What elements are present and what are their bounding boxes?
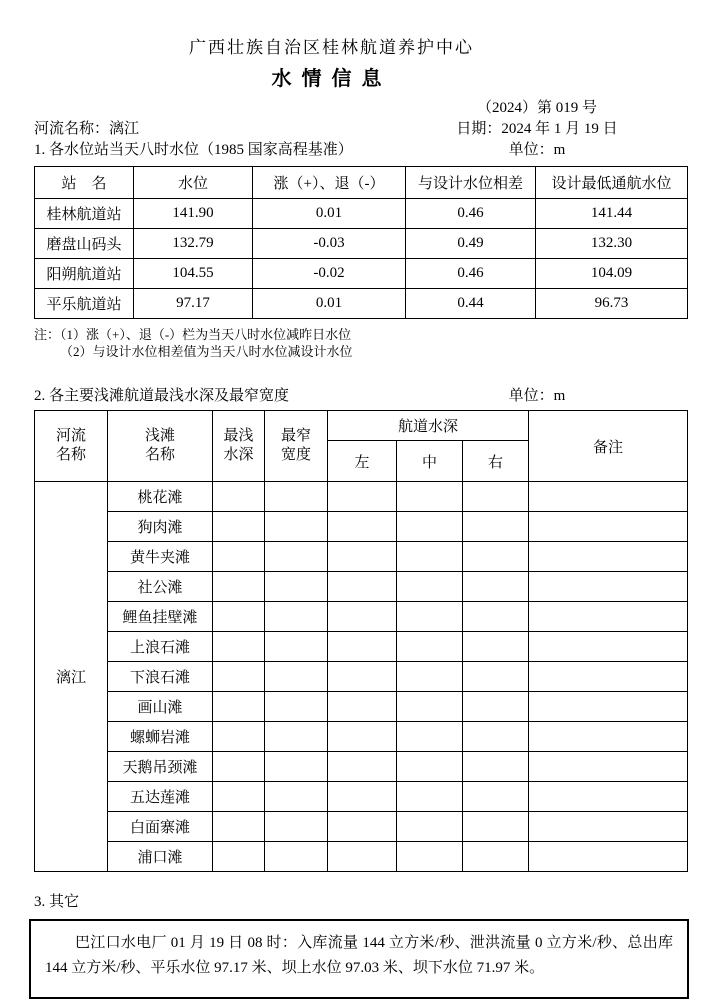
depth-left-cell bbox=[328, 572, 397, 602]
col-header-channel-depth: 航道水深 bbox=[328, 411, 529, 441]
depth-left-cell bbox=[328, 812, 397, 842]
min-depth-cell bbox=[213, 542, 265, 572]
shoal-row bbox=[35, 812, 688, 842]
section2-heading-row bbox=[34, 386, 687, 407]
title-block bbox=[34, 38, 687, 91]
depth-left-cell bbox=[328, 602, 397, 632]
remark-cell bbox=[529, 662, 688, 692]
depth-left-cell bbox=[328, 722, 397, 752]
depth-right-cell bbox=[463, 812, 529, 842]
col-header-right: 右 bbox=[463, 441, 529, 482]
col-header-rise-fall: 涨（+）、退（-） bbox=[253, 167, 406, 199]
col-header-left: 左 bbox=[328, 441, 397, 482]
depth-left-cell bbox=[328, 632, 397, 662]
depth-right-cell bbox=[463, 842, 529, 872]
station-name: 磨盘山码头 bbox=[35, 229, 134, 259]
other-info-box bbox=[29, 919, 689, 999]
shoal-name: 画山滩 bbox=[108, 692, 213, 722]
depth-middle-cell bbox=[397, 482, 463, 512]
col-header-remark: 备注 bbox=[529, 411, 688, 482]
col-header-station: 站 名 bbox=[35, 167, 134, 199]
water-level-value: 104.55 bbox=[134, 259, 253, 289]
depth-middle-cell bbox=[397, 572, 463, 602]
shoal-name: 浦口滩 bbox=[108, 842, 213, 872]
shoal-row bbox=[35, 722, 688, 752]
min-depth-cell bbox=[213, 722, 265, 752]
col-header-min-width-text: 最窄宽度 bbox=[280, 427, 311, 463]
rise-fall-value: 0.01 bbox=[253, 199, 406, 229]
design-diff-value: 0.46 bbox=[406, 199, 536, 229]
shoal-row bbox=[35, 782, 688, 812]
shoal-name: 黄牛夹滩 bbox=[108, 542, 213, 572]
depth-middle-cell bbox=[397, 722, 463, 752]
depth-right-cell bbox=[463, 752, 529, 782]
design-diff-value: 0.44 bbox=[406, 289, 536, 319]
col-header-middle: 中 bbox=[397, 441, 463, 482]
depth-middle-cell bbox=[397, 842, 463, 872]
meta-block bbox=[34, 98, 687, 161]
remark-cell bbox=[529, 842, 688, 872]
shoal-name: 白面寨滩 bbox=[108, 812, 213, 842]
depth-right-cell bbox=[463, 512, 529, 542]
min-depth-cell bbox=[213, 632, 265, 662]
table-row-guilin bbox=[35, 199, 688, 229]
remark-cell bbox=[529, 782, 688, 812]
note-line-2: （2）与设计水位相差值为当天八时水位减设计水位 bbox=[60, 344, 353, 359]
note-line-1: 注：（1）涨（+）、退（-）栏为当天八时水位减昨日水位 bbox=[34, 327, 352, 342]
min-depth-cell bbox=[213, 602, 265, 632]
design-diff-value: 0.49 bbox=[406, 229, 536, 259]
meta-row-river-date bbox=[34, 119, 687, 140]
col-header-level: 水位 bbox=[134, 167, 253, 199]
depth-right-cell bbox=[463, 572, 529, 602]
meta-row-section1 bbox=[34, 140, 687, 161]
section3-title: 3. 其它 bbox=[34, 894, 80, 910]
remark-cell bbox=[529, 752, 688, 782]
depth-middle-cell bbox=[397, 812, 463, 842]
min-width-cell bbox=[265, 692, 328, 722]
min-depth-cell bbox=[213, 512, 265, 542]
min-nav-level-value: 132.30 bbox=[536, 229, 688, 259]
rise-fall-value: 0.01 bbox=[253, 289, 406, 319]
min-depth-cell bbox=[213, 842, 265, 872]
shoal-name: 螺蛳岩滩 bbox=[108, 722, 213, 752]
station-name: 桂林航道站 bbox=[35, 199, 134, 229]
river-name-label: 河流名称：漓江 bbox=[34, 121, 140, 137]
depth-left-cell bbox=[328, 842, 397, 872]
shoal-row bbox=[35, 692, 688, 722]
rise-fall-value: -0.03 bbox=[253, 229, 406, 259]
depth-right-cell bbox=[463, 482, 529, 512]
remark-cell bbox=[529, 512, 688, 542]
col-header-shoal-name bbox=[108, 411, 213, 482]
min-depth-cell bbox=[213, 782, 265, 812]
depth-middle-cell bbox=[397, 512, 463, 542]
section2-unit-label: 单位：m bbox=[508, 388, 566, 404]
depth-left-cell bbox=[328, 752, 397, 782]
depth-right-cell bbox=[463, 722, 529, 752]
col-header-river-name bbox=[35, 411, 108, 482]
col-header-min-depth-text: 最浅水深 bbox=[223, 427, 254, 463]
min-width-cell bbox=[265, 842, 328, 872]
min-nav-level-value: 141.44 bbox=[536, 199, 688, 229]
col-header-min-width bbox=[265, 411, 328, 482]
shoal-row bbox=[35, 842, 688, 872]
shoal-row bbox=[35, 542, 688, 572]
shoal-row bbox=[35, 632, 688, 662]
hydro-plant-report: 巴江口水电厂 01 月 19 日 08 时：入库流量 144 立方米/秒、泄洪流量 0 立方米/秒、总出库 144 立方米/秒、平乐水位 97.17 米、坝上水位 97.03 米、坝下水位 71.97 米。 bbox=[45, 935, 673, 976]
rise-fall-value: -0.02 bbox=[253, 259, 406, 289]
shoal-name: 五达莲滩 bbox=[108, 782, 213, 812]
min-width-cell bbox=[265, 662, 328, 692]
remark-cell bbox=[529, 542, 688, 572]
min-width-cell bbox=[265, 632, 328, 662]
shoal-name: 上浪石滩 bbox=[108, 632, 213, 662]
water-level-table bbox=[34, 166, 688, 319]
col-header-min-depth bbox=[213, 411, 265, 482]
doc-number: （2024）第 019 号 bbox=[476, 100, 597, 116]
depth-middle-cell bbox=[397, 602, 463, 632]
station-name: 平乐航道站 bbox=[35, 289, 134, 319]
min-depth-cell bbox=[213, 572, 265, 602]
min-depth-cell bbox=[213, 692, 265, 722]
doc-title: 水情信息 bbox=[271, 68, 392, 90]
remark-cell bbox=[529, 482, 688, 512]
depth-middle-cell bbox=[397, 692, 463, 722]
design-diff-value: 0.46 bbox=[406, 259, 536, 289]
remark-cell bbox=[529, 692, 688, 722]
depth-left-cell bbox=[328, 662, 397, 692]
notes-block bbox=[34, 326, 687, 360]
shoal-row bbox=[35, 602, 688, 632]
shoal-name: 下浪石滩 bbox=[108, 662, 213, 692]
remark-cell bbox=[529, 722, 688, 752]
water-level-header-row bbox=[35, 167, 688, 199]
depth-left-cell bbox=[328, 692, 397, 722]
col-header-design-diff: 与设计水位相差 bbox=[406, 167, 536, 199]
table-row-pingle bbox=[35, 289, 688, 319]
remark-cell bbox=[529, 572, 688, 602]
water-level-value: 132.79 bbox=[134, 229, 253, 259]
shoal-name: 桃花滩 bbox=[108, 482, 213, 512]
min-width-cell bbox=[265, 482, 328, 512]
river-name-cell: 漓江 bbox=[35, 482, 108, 872]
shoal-row bbox=[35, 512, 688, 542]
section2-title: 2. 各主要浅滩航道最浅水深及最窄宽度 bbox=[34, 388, 290, 404]
depth-middle-cell bbox=[397, 662, 463, 692]
table-row-mopanshan bbox=[35, 229, 688, 259]
depth-middle-cell bbox=[397, 752, 463, 782]
col-header-shoal-name-text: 浅滩名称 bbox=[144, 427, 175, 463]
shoal-header-row-1 bbox=[35, 411, 688, 441]
depth-right-cell bbox=[463, 602, 529, 632]
depth-right-cell bbox=[463, 692, 529, 722]
col-header-river-name-text: 河流名称 bbox=[55, 427, 86, 463]
min-width-cell bbox=[265, 602, 328, 632]
depth-left-cell bbox=[328, 482, 397, 512]
min-nav-level-value: 96.73 bbox=[536, 289, 688, 319]
water-level-value: 97.17 bbox=[134, 289, 253, 319]
col-header-min-nav-level: 设计最低通航水位 bbox=[536, 167, 688, 199]
org-title: 广西壮族自治区桂林航道养护中心 bbox=[189, 38, 474, 57]
shoal-name: 天鹅吊颈滩 bbox=[108, 752, 213, 782]
depth-right-cell bbox=[463, 632, 529, 662]
section1-title: 1. 各水位站当天八时水位（1985 国家高程基准） bbox=[34, 142, 353, 158]
remark-cell bbox=[529, 812, 688, 842]
min-depth-cell bbox=[213, 752, 265, 782]
table-row-yangshuo bbox=[35, 259, 688, 289]
section1-unit-label: 单位：m bbox=[508, 142, 566, 158]
min-depth-cell bbox=[213, 662, 265, 692]
min-depth-cell bbox=[213, 812, 265, 842]
depth-right-cell bbox=[463, 662, 529, 692]
depth-left-cell bbox=[328, 512, 397, 542]
depth-middle-cell bbox=[397, 632, 463, 662]
remark-cell bbox=[529, 602, 688, 632]
shoal-name: 鲤鱼挂壁滩 bbox=[108, 602, 213, 632]
depth-left-cell bbox=[328, 542, 397, 572]
shoal-row bbox=[35, 572, 688, 602]
date-label: 日期：2024 年 1 月 19 日 bbox=[456, 121, 618, 137]
min-width-cell bbox=[265, 572, 328, 602]
min-width-cell bbox=[265, 752, 328, 782]
depth-right-cell bbox=[463, 542, 529, 572]
depth-left-cell bbox=[328, 782, 397, 812]
depth-right-cell bbox=[463, 782, 529, 812]
shoal-row bbox=[35, 482, 688, 512]
water-level-value: 141.90 bbox=[134, 199, 253, 229]
min-width-cell bbox=[265, 812, 328, 842]
station-name: 阳朔航道站 bbox=[35, 259, 134, 289]
min-width-cell bbox=[265, 512, 328, 542]
min-nav-level-value: 104.09 bbox=[536, 259, 688, 289]
min-width-cell bbox=[265, 542, 328, 572]
shoal-name: 狗肉滩 bbox=[108, 512, 213, 542]
min-depth-cell bbox=[213, 482, 265, 512]
shoal-table bbox=[34, 410, 688, 872]
shoal-row bbox=[35, 752, 688, 782]
shoal-row bbox=[35, 662, 688, 692]
min-width-cell bbox=[265, 782, 328, 812]
meta-row-number bbox=[34, 98, 687, 119]
remark-cell bbox=[529, 632, 688, 662]
depth-middle-cell bbox=[397, 542, 463, 572]
min-width-cell bbox=[265, 722, 328, 752]
depth-middle-cell bbox=[397, 782, 463, 812]
shoal-name: 社公滩 bbox=[108, 572, 213, 602]
